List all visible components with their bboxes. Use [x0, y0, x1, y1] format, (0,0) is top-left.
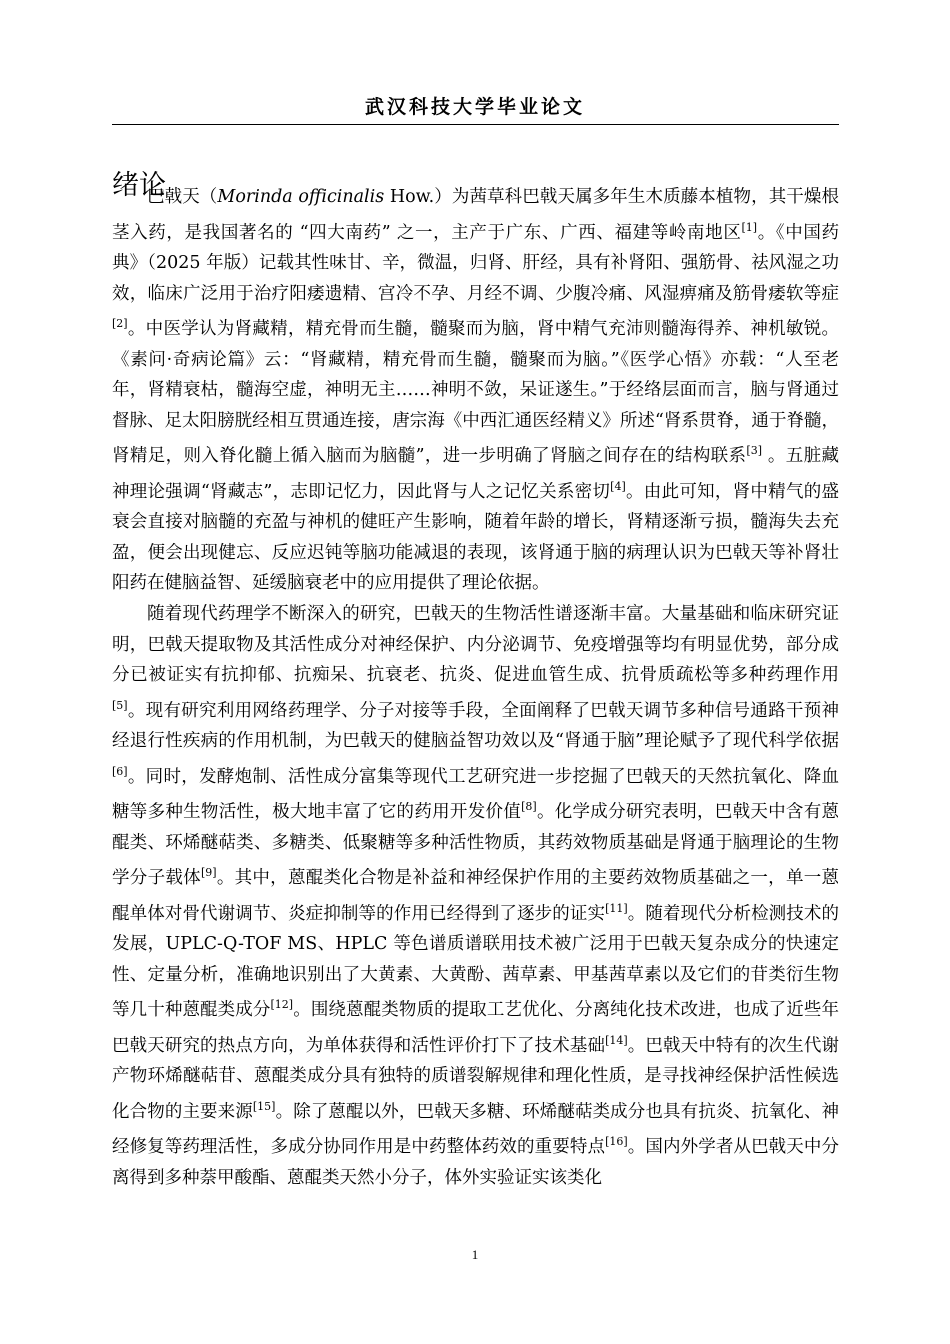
citation-marker: [1] [741, 220, 758, 234]
citation-marker: [4] [610, 479, 626, 493]
latin-name: Morinda officinalis [217, 187, 385, 207]
paragraph-2: 随着现代药理学不断深入的研究，巴戟天的生物活性谱逐渐丰富。大量基础和临床研究证明，巴戟天提取物及其活性成分对神经保护、内分泌调节、免疫增强等均有明显优势，部分成分已被证实有抗抑郁、抗痴呆、抗衰老、抗炎、促进血管生成、抗骨质疏松等多种药理作用[5]。现有研究利用网络药理学、分子对接等手段，全面阐释了巴戟天调节多种信号通路干预神经退行性疾病的作用机制，为巴戟天的健脑益智功效以及“肾通于脑”理论赋予了现代科学依据[6]。同时，发酵炮制、活性成分富集等现代工艺研究进一步挖掘了巴戟天的天然抗氧化、降血糖等多种生物活性，极大地丰富了它的药用开发价值[8]。化学成分研究表明，巴戟天中含有蒽醌类、环烯醚萜类、多糖类、低聚糖等多种活性物质，其药效物质基础是肾通于脑理论的生物学分子载体[9]。其中，蒽醌类化合物是补益和神经保护作用的主要药效物质基础之一，单一蒽醌单体对骨代谢调节、炎症抑制等的作用已经得到了逐步的证实[11]。随着现代分析检测技术的发展，UPLC-Q-TOF MS、HPLC 等色谱质谱联用技术被广泛用于巴戟天复杂成分的快速定性、定量分析，准确地识别出了大黄素、大黄酚、茜草素、甲基茜草素以及它们的苷类衍生物等几十种蒽醌类成分[12]。围绕蒽醌类物质的提取工艺优化、分离纯化技术改进，也成了近些年巴戟天研究的热点方向，为单体获得和活性评价打下了技术基础[14]。巴戟天中特有的次生代谢产物环烯醚萜苷、蒽醌类成分具有独特的质谱裂解规律和理化性质，是寻找神经保护活性候选化合物的主要来源[15]。除了蒽醌以外，巴戟天多糖、环烯醚萜类成分也具有抗炎、抗氧化、神经修复等药理活性，多成分协同作用是中药整体药效的重要特点[16]。国内外学者从巴戟天中分离得到多种萘甲酸酯、蒽醌类天然小分子，体外实验证实该类化 [112, 604, 840, 1188]
citation-marker: [5] [112, 698, 128, 712]
citation-marker: [14] [605, 1033, 628, 1047]
citation-marker: [6] [112, 764, 128, 778]
citation-marker: [8] [521, 800, 537, 814]
header-rule [112, 124, 839, 125]
section-title: 绪论 [112, 170, 166, 201]
body-text [112, 182, 839, 1193]
citation-marker: [15] [252, 1099, 276, 1113]
running-header-title: 武汉科技大学毕业论文 [364, 96, 585, 118]
page-number: 1 [471, 1247, 479, 1262]
paragraph-1: 巴戟天（Morinda officinalis How.）为茜草科巴戟天属多年生木质藤本植物，其干燥根茎入药，是我国著名的 “四大南药” 之一，主产于广东、广西、福建等岭南地区[1]。《中国药典》（2025 年版）记载其性味甘、辛，微温，归肾、肝经，具有补肾阳、强筋骨、祛风湿之功效，临床广泛用于治疗阳痿遗精、宫冷不孕、月经不调、少腹冷痛、风湿痹痛及筋骨痿软等症[2]。中医学认为肾藏精，精充骨而生髓，髓聚而为脑，肾中精气充沛则髓海得养、神机敏锐。《素问·奇病论篇》云：“肾藏精，精充骨而生髓，髓聚而为脑。”《医学心悟》亦载：“人至老年，肾精衰枯，髓海空虚，神明无主……神明不敛，呆证遂生。”于经络层面而言，脑与肾通过督脉、足太阳膀胱经相互贯通连接，唐宗海《中西汇通医经精义》所述“肾系贯脊，通于脊髓，肾精足，则入脊化髓上循入脑而为脑髓”，进一步明确了肾脑之间存在的结构联系[3] 。五脏藏神理论强调“肾藏志”，志即记忆力，因此肾与人之记忆关系密切[4]。由此可知，肾中精气的盛衰会直接对脑髓的充盈与神机的健旺产生影响，随着年龄的增长，肾精逐渐亏损，髓海失去充盈，便会出现健忘、反应迟钝等脑功能减退的表现，该肾通于脑的病理认识为巴戟天等补肾壮阳药在健脑益智、延缓脑衰老中的应用提供了理论依据。 [112, 187, 840, 594]
citation-marker: [3] [746, 444, 762, 458]
citation-marker: [12] [270, 998, 294, 1012]
citation-marker: [9] [200, 866, 217, 880]
citation-marker: [11] [605, 901, 628, 915]
citation-marker: [16] [605, 1135, 628, 1149]
citation-marker: [2] [112, 317, 128, 331]
